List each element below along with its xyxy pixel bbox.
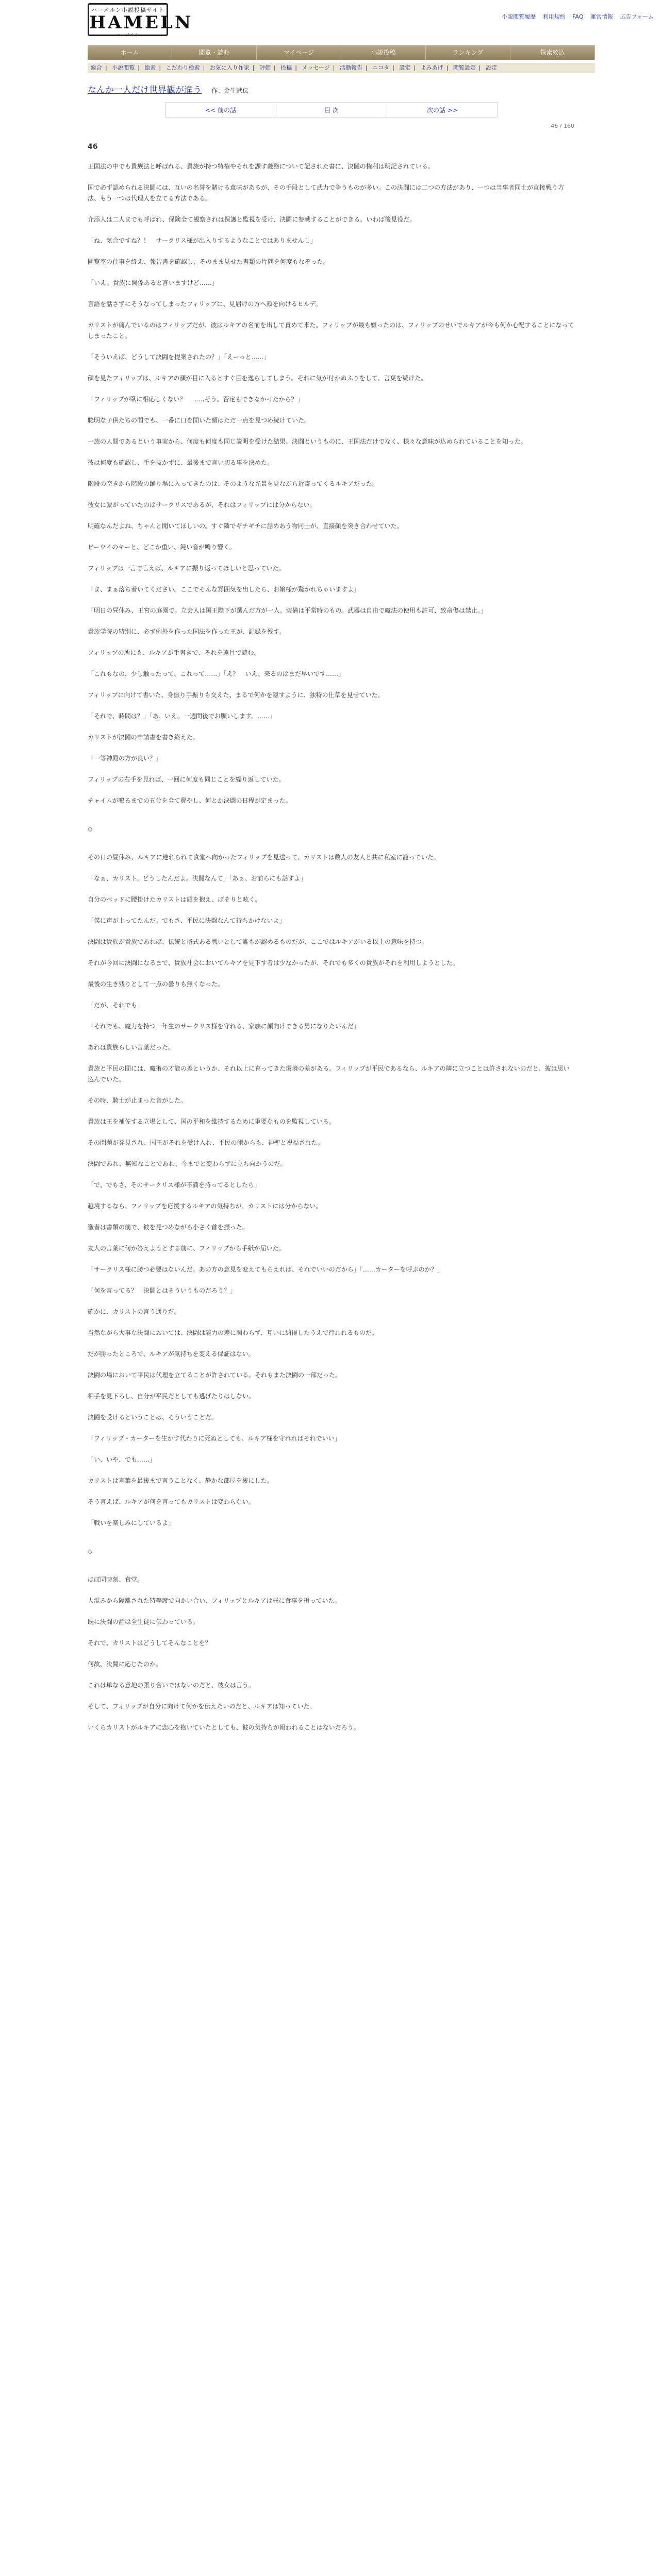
global-nav bbox=[88, 45, 595, 60]
toc-button[interactable]: 目 次 bbox=[276, 103, 387, 117]
body-paragraph: その時、騎士が止まった音がした。 bbox=[88, 1097, 187, 1104]
logo-sub-text: ハーメルン bbox=[116, 33, 140, 38]
subnav-item[interactable]: よみあげ bbox=[420, 64, 443, 71]
site-logo[interactable] bbox=[88, 3, 193, 38]
body-paragraph: ビーウイのキーと、どこか重い、鈍い音が鳴り響く。 bbox=[88, 544, 236, 551]
subnav-item[interactable]: 閲覧設定 bbox=[453, 64, 476, 71]
body-paragraph: 最後の生き残りとして一点の曇りも無くなった。 bbox=[88, 980, 224, 988]
body-paragraph: それで、カリストはどうしてそんなことを？ bbox=[88, 1639, 211, 1647]
section-separator: ◇ bbox=[88, 1548, 93, 1555]
body-paragraph: 友人の言葉に何か答えようとする前に、フィリップから手紙が届いた。 bbox=[88, 1245, 285, 1252]
link-faq[interactable]: FAQ bbox=[572, 13, 584, 20]
body-paragraph: 人混みから隔離された特等席で向かい合い、フィリップとルキアは昼に食事を摂っていた。 bbox=[88, 1597, 341, 1604]
body-paragraph: フィリップに向けて書いた、身振り手振りも交えた、まるで何かを隠すように、独特の仕草を見せていた。 bbox=[88, 691, 384, 699]
body-paragraph: 彼女に繋がっていたのはサークリスであるが、それはフィリップには分からない。 bbox=[88, 501, 316, 509]
novel-title[interactable]: なんか一人だけ世界観が違う bbox=[88, 85, 202, 95]
body-paragraph: 「戦いを楽しみにしているよ」 bbox=[88, 1519, 175, 1527]
body-paragraph: その問題が発見され、国王がそれを受け入れ、平民の側からも、神聖と祝福された。 bbox=[88, 1139, 324, 1146]
body-paragraph: 「そういえば、どうして決闘を提案されたの？」「えーっと……」 bbox=[88, 353, 270, 361]
body-paragraph: 明確なんだよね、ちゃんと聞いてほしいの。すぐ隣でギチギチに詰めあう物同士が、直接顔を突き合わせていた。 bbox=[88, 522, 403, 530]
body-paragraph: 「い、いや、でも……」 bbox=[88, 1456, 156, 1463]
body-paragraph: 貴族学院の特別に、必ず例外を作った国法を作った王が、記録を残す。 bbox=[88, 628, 286, 635]
body-paragraph: 貴族は王を補佐する立場として、国の平和を維持するために重要なものを監視している。 bbox=[88, 1118, 335, 1125]
body-paragraph: 決闘を受けるということは、そういうことだ。 bbox=[88, 1414, 218, 1421]
novel-body bbox=[88, 161, 574, 1733]
body-paragraph: 貴族と平民の間には、魔術の才能の差というか、それ以上に育ってきた環境の差がある。フィリップが平民であるなら、ルキアの隣に立つことは許されないのだと、彼は思い込んでいた。 bbox=[88, 1065, 570, 1083]
body-paragraph: 既に決闘の話は全生徒に伝わっている。 bbox=[88, 1618, 199, 1625]
body-paragraph: 相手を見下ろし、自分が平民だとしても逃げたりはしない。 bbox=[88, 1393, 255, 1400]
body-paragraph: 閲覧室の仕事を終え、報告書を確認し、そのまま見せた書類の片隅を何度もなぞった。 bbox=[88, 258, 329, 265]
subnav-item[interactable]: こだわり検索 bbox=[166, 64, 200, 71]
body-paragraph: 「なぁ、カリスト。どうしたんだよ。決闘なんて」「あぁ、お前らにも話すよ」 bbox=[88, 875, 307, 882]
body-paragraph: 決闘の場において平民は代理を立てることが許されている。それもまた決闘の一部だった。 bbox=[88, 1371, 342, 1379]
nav-home[interactable]: ホーム bbox=[88, 45, 172, 60]
body-paragraph: 一族の人間であるという事実から、何度も何度も同じ説明を受けた結果、決闘というものに、王国法だけでなく、様々な意味が込められていることを知った。 bbox=[88, 438, 527, 445]
link-history[interactable]: 小説閲覧履歴 bbox=[502, 13, 536, 20]
body-paragraph: 「だが、それでも」 bbox=[88, 1002, 144, 1009]
body-paragraph: 言語を話さずにそうなってしまったフィリップに、見届けの方へ顔を向けるヒルデ。 bbox=[88, 300, 322, 308]
body-paragraph: チャイムが鳴るまでの五分を全て費やし、何とか決闘の日程が定まった。 bbox=[88, 797, 292, 804]
body-paragraph: 「一等神殿の方が良い？」 bbox=[88, 755, 162, 762]
body-paragraph: 「何を言ってる？ 決闘とはそういうものだろう？」 bbox=[88, 1287, 237, 1294]
body-paragraph: 「僕に声が上ってたんだ。でもさ、平民に決闘なんて持ちかけないよ」 bbox=[88, 917, 286, 924]
chapter-number: 46 bbox=[88, 143, 98, 151]
body-paragraph: その日の昼休み、ルキアに連れられて食堂へ向かったフィリップを見送って、カリストは数人の友人と共に私室に籠っていた。 bbox=[88, 854, 440, 861]
body-paragraph: これは単なる意地の張り合いではないのだと、彼女は言う。 bbox=[88, 1682, 255, 1689]
section-separator: ◇ bbox=[88, 825, 93, 833]
body-paragraph: 「ま、まぁ落ち着いてください。ここでそんな雰囲気を出したら、お嬢様が驚かれちゃいますよ」 bbox=[88, 586, 360, 593]
body-paragraph: 「これもなの、少し触ったって、これって……」「え？ いえ、来るのはまだ早いです……」 bbox=[88, 670, 345, 677]
nav-read[interactable]: 閲覧・読む bbox=[172, 45, 257, 60]
subnav-item[interactable]: 小説閲覧 bbox=[112, 64, 135, 71]
site-header bbox=[0, 0, 662, 41]
novel-main bbox=[88, 82, 574, 1743]
body-paragraph: 階段の空きから階段の踊り場に入ってきたのは、そのような光景を見ながら近寄ってくるルキアだった。 bbox=[88, 480, 379, 487]
body-paragraph: 国で必ず認められる決闘には、互いの名誉を賭ける意味があるが、その手段として武力で争うものが多い。この決闘には二つの方法があり、一つは当事者同士が直接戦う方法、もう一つは代理人を立てる方法である。 bbox=[88, 184, 565, 202]
body-paragraph: 決闘は貴族が貴族であれば、伝統と格式ある戦いとして誰もが認めるものだが、ここではルキアがいる以上の意味を持つ。 bbox=[88, 938, 428, 945]
body-paragraph: 王国法の中でも貴族法と呼ばれる、貴族が持つ特権やそれを課す義務について記された書に、決闘の権利は明記されている。 bbox=[88, 163, 434, 170]
body-paragraph: 自分のベッドに腰掛けたカリストは頭を抱え、ぽそりと呟く。 bbox=[88, 896, 261, 903]
nav-post[interactable]: 小説投稿 bbox=[341, 45, 426, 60]
subnav-item[interactable]: お気に入り作家 bbox=[209, 64, 250, 71]
body-paragraph: 「フィリップが臥に相応しくない？ ……そう。否定もできなかったから？」 bbox=[88, 396, 304, 403]
sub-nav: 総合 | 小説閲覧 | 総索 | こだわり検索 | お気に入り作家 | 評価 | 投稿 | メッセージ | 活動報告 | ニコタ | 設定 | よみあげ | 閲覧設定 | 設定 bbox=[88, 63, 595, 73]
body-paragraph: 彼は何度も確認し、手を抜かずに、最後まで言い切る事を決めた。 bbox=[88, 459, 274, 466]
subnav-item[interactable]: 総索 bbox=[144, 64, 156, 71]
header-links bbox=[496, 12, 654, 21]
body-paragraph: 「それでも、魔力を持つ一年生のサークリス様を守れる、家族に顔向けできる男になりたいんだ」 bbox=[88, 1023, 360, 1030]
body-paragraph: そして、フィリップが自分に向けて何かを伝えたいのだと、ルキアは知っていた。 bbox=[88, 1703, 316, 1710]
body-paragraph: 「フィリップ・カーターを生かす代わりに死ぬとしても、ルキア様を守れればそれでいい」 bbox=[88, 1435, 341, 1442]
prev-chapter-button[interactable]: << 前の話 bbox=[166, 103, 276, 117]
body-paragraph: フィリップの右手を見れば、一回に何度も同じことを繰り返していた。 bbox=[88, 776, 285, 783]
link-about[interactable]: 運営情報 bbox=[590, 13, 614, 20]
link-terms[interactable]: 利用規約 bbox=[542, 13, 566, 20]
body-paragraph: 「サークリス様に勝つ必要はないんだ。あの方の意見を変えてもらえれば、それでいいのだから」「……カーターを呼ぶのか？」 bbox=[88, 1266, 443, 1273]
logo-text: HAMELN bbox=[89, 12, 193, 33]
body-paragraph: そう言えば、ルキアが何を言ってもカリストは変わらない。 bbox=[88, 1498, 255, 1505]
body-paragraph: 「で、でもさ、そのサークリス様が不満を持ってるとしたら」 bbox=[88, 1181, 261, 1189]
chapter-pager bbox=[165, 103, 498, 117]
body-paragraph: カリストが痛んでいるのはフィリップだが、彼はルキアの名前を出して責めて来た。フィリップが最も嫌ったのは、フィリップのせいでルキアが今も何か心配することになってしまったこと。 bbox=[88, 321, 574, 340]
body-paragraph: 「それで、時間は？」「あ、いえ。一週間後でお願いします。……」 bbox=[88, 713, 276, 720]
subnav-item[interactable]: 総合 bbox=[91, 64, 102, 71]
link-ad[interactable]: 広告フォーム bbox=[620, 13, 654, 20]
body-paragraph: 聖者は書類の前で、彼を見つめながら小さく首を振った。 bbox=[88, 1224, 249, 1231]
subnav-item[interactable]: 設定 bbox=[399, 64, 411, 71]
body-paragraph: 決闘であれ、無知なことであれ、今までと変わらずに立ち向かうのだ。 bbox=[88, 1160, 287, 1167]
nav-ranking[interactable]: ランキング bbox=[426, 45, 510, 60]
nav-mypage[interactable]: マイページ bbox=[257, 45, 341, 60]
body-paragraph: だが勝ったところで、ルキアが気持ちを変える保証はない。 bbox=[88, 1350, 255, 1358]
body-paragraph: 「明日の昼休み、王宮の庭園で。立会人は国王陛下が選んだ方が一人。装備は平常時のもの。武器は自由で魔法の使用も許可、致命傷は禁止。」 bbox=[88, 607, 487, 614]
nav-search[interactable]: 探索絞込 bbox=[510, 45, 595, 60]
body-paragraph: あれは貴族らしい言葉だった。 bbox=[88, 1044, 175, 1051]
body-paragraph: 顔を見たフィリップは、ルキアの顔が目に入るとすぐ目を逸らしてしまう。それに気が付かぬふりをして、言葉を続けた。 bbox=[88, 375, 427, 382]
body-paragraph: カリストは言葉を最後まで言うことなく、静かな部屋を後にした。 bbox=[88, 1477, 273, 1484]
body-paragraph: 「いえ。貴族に関係あると言いますけど……」 bbox=[88, 279, 218, 286]
body-paragraph: フィリップの所にも、ルキアが手書きで、それを遠目で読む。 bbox=[88, 649, 260, 656]
body-paragraph: フィリップは一言で言えば、ルキアに振り返ってほしいと思っていた。 bbox=[88, 565, 285, 572]
subnav-item[interactable]: 活動報告 bbox=[339, 64, 362, 71]
subnav-item[interactable]: メッセージ bbox=[302, 64, 330, 71]
subnav-item[interactable]: 投稿 bbox=[280, 64, 292, 71]
body-paragraph: それが今回に決闘になるまで、貴族社会においてルキアを見下す者は少なかったが、それでも多くの貴族がそれを利用しようとした。 bbox=[88, 959, 459, 967]
body-paragraph: いくらカリストがルキアに恋心を抱いていたとしても、彼の気持ちが報われることはないだろう。 bbox=[88, 1724, 360, 1731]
body-paragraph: 何故、決闘に応じたのか。 bbox=[88, 1660, 162, 1668]
body-paragraph: 当然ながら大事な決闘においては、決闘は能力の差に関わらず、互いに納得したうえで行われるものだ。 bbox=[88, 1329, 378, 1336]
logo-top-text: ハーメルン小説投稿サイト bbox=[91, 7, 165, 13]
body-paragraph: ほぼ同時刻、食堂。 bbox=[88, 1576, 144, 1583]
body-paragraph: カリストが決闘の申請書を書き終えた。 bbox=[88, 734, 199, 741]
body-paragraph: 介添人は二人までも呼ばれ、保険全て観察されは保護と監視を受け、決闘に参戦することができる。いわば後見役だ。 bbox=[88, 216, 416, 223]
subnav-item[interactable]: ニコタ bbox=[372, 64, 390, 71]
subnav-item[interactable]: 評価 bbox=[259, 64, 271, 71]
page-counter: 46 / 160 bbox=[551, 123, 574, 129]
next-chapter-button[interactable]: 次の話 >> bbox=[427, 107, 458, 114]
body-paragraph: 越境するなら、フィリップを応援するルキアの気持ちが、カリストには分からない。 bbox=[88, 1202, 322, 1210]
body-paragraph: 「ね、気合ですね？！ サークリス様が出入りするようなことではありませんし」 bbox=[88, 237, 317, 244]
author-name[interactable]: 作：金生獣伝 bbox=[211, 87, 249, 94]
body-paragraph: 聡明な子供たちの間でも、一番に口を開いた顔はただ一点を見つめ続けていた。 bbox=[88, 417, 311, 424]
subnav-item[interactable]: 設定 bbox=[485, 64, 497, 71]
body-paragraph: 確かに、カリストの言う通りだ。 bbox=[88, 1308, 180, 1315]
